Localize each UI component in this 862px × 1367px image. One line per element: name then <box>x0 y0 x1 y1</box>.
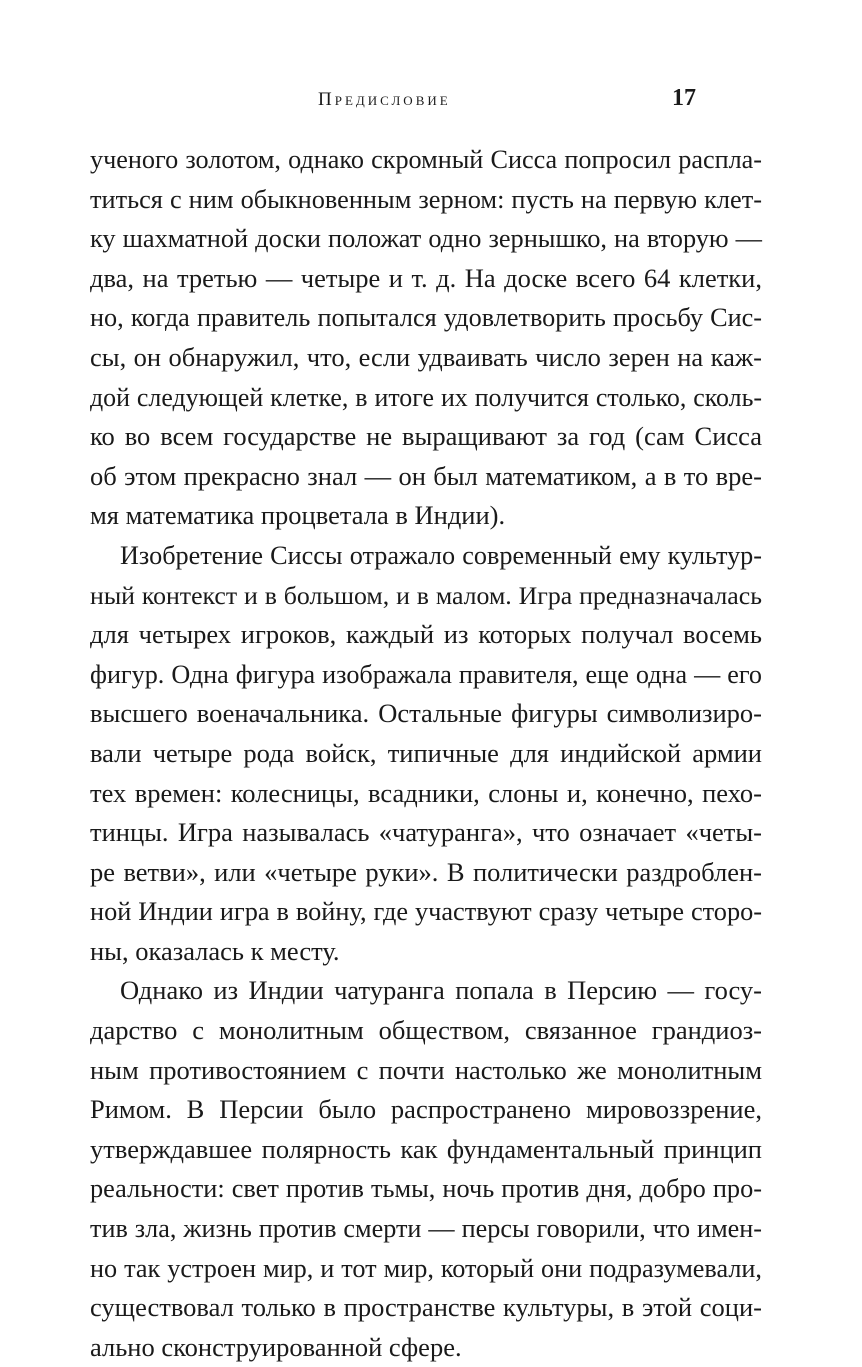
text-line: тинцы. Игра называлась «чатуранга», что означает «четы- <box>90 817 762 848</box>
text-line: Римом. В Персии было распространено мировоззрение, <box>90 1094 762 1125</box>
text-line: утверждавшее полярность как фундаментальный принцип <box>90 1133 762 1164</box>
text-line: титься с ним обыкновенным зерном: пусть на первую клет- <box>90 184 762 214</box>
paragraph-3 <box>90 971 762 1367</box>
text-line: тех времен: колесницы, всадники, слоны и, конечно, пехо- <box>90 777 762 808</box>
text-line: мя математика процветала в Индии). <box>90 500 506 531</box>
body-text <box>90 140 762 1367</box>
text-line: фигур. Одна фигура изображала правителя, еще одна — его <box>90 659 762 689</box>
text-line: Однако из Индии чатуранга попала в Персию — госу- <box>120 975 762 1006</box>
text-line: высшего военачальника. Остальные фигуры символизиро- <box>90 698 762 729</box>
text-line: дарство с монолитным обществом, связанное грандиоз- <box>90 1015 762 1046</box>
text-line: ре ветви», или «четыре руки». В политически раздроблен- <box>90 856 762 887</box>
page-number: 17 <box>672 85 696 111</box>
paragraph-1 <box>90 140 762 536</box>
text-line: два, на третью — четыре и т. д. На доске всего 64 клетки, <box>90 262 762 293</box>
text-line: но так устроен мир, и тот мир, который они подразумевали, <box>90 1253 762 1283</box>
text-line: тив зла, жизнь против смерти — персы говорили, что имен- <box>90 1214 762 1244</box>
text-line: ально сконструированной сфере. <box>90 1331 462 1362</box>
text-line: для четырех игроков, каждый из которых получал восемь <box>90 619 762 650</box>
text-line: но, когда правитель попытался удовлетворить просьбу Сис- <box>90 303 762 333</box>
paragraph-2 <box>90 536 762 972</box>
text-line: ны, оказалась к месту. <box>90 935 340 966</box>
text-line: Изобретение Сиссы отражало современный ему культур- <box>120 540 762 570</box>
text-line: вали четыре рода войск, типичные для индийской армии <box>90 737 762 768</box>
text-line: ным противостоянием с почти настолько же монолитным <box>90 1054 762 1085</box>
text-line: ной Индии игра в войну, где участвуют сразу четыре сторо- <box>90 897 762 927</box>
text-line: ко во всем государстве не выращивают за год (сам Сисса <box>90 421 762 452</box>
text-line: ный контекст и в большом, и в малом. Игра предназначалась <box>90 580 762 610</box>
text-line: ученого золотом, однако скромный Сисса попросил распла- <box>90 145 762 174</box>
text-line: об этом прекрасно знал — он был математиком, а в то вре- <box>90 460 762 491</box>
text-line: сы, он обнаружил, что, если удваивать число зерен на каж- <box>90 341 762 372</box>
text-line: реальности: свет против тьмы, ночь против дня, добро про- <box>90 1174 762 1204</box>
text-line: дой следующей клетке, в итоге их получится столько, сколь- <box>90 382 762 412</box>
running-head: Предисловие <box>318 89 451 110</box>
text-line: существовал только в пространстве культуры, в этой соци- <box>90 1292 762 1323</box>
text-line: ку шахматной доски положат одно зернышко, на вторую — <box>90 224 762 254</box>
